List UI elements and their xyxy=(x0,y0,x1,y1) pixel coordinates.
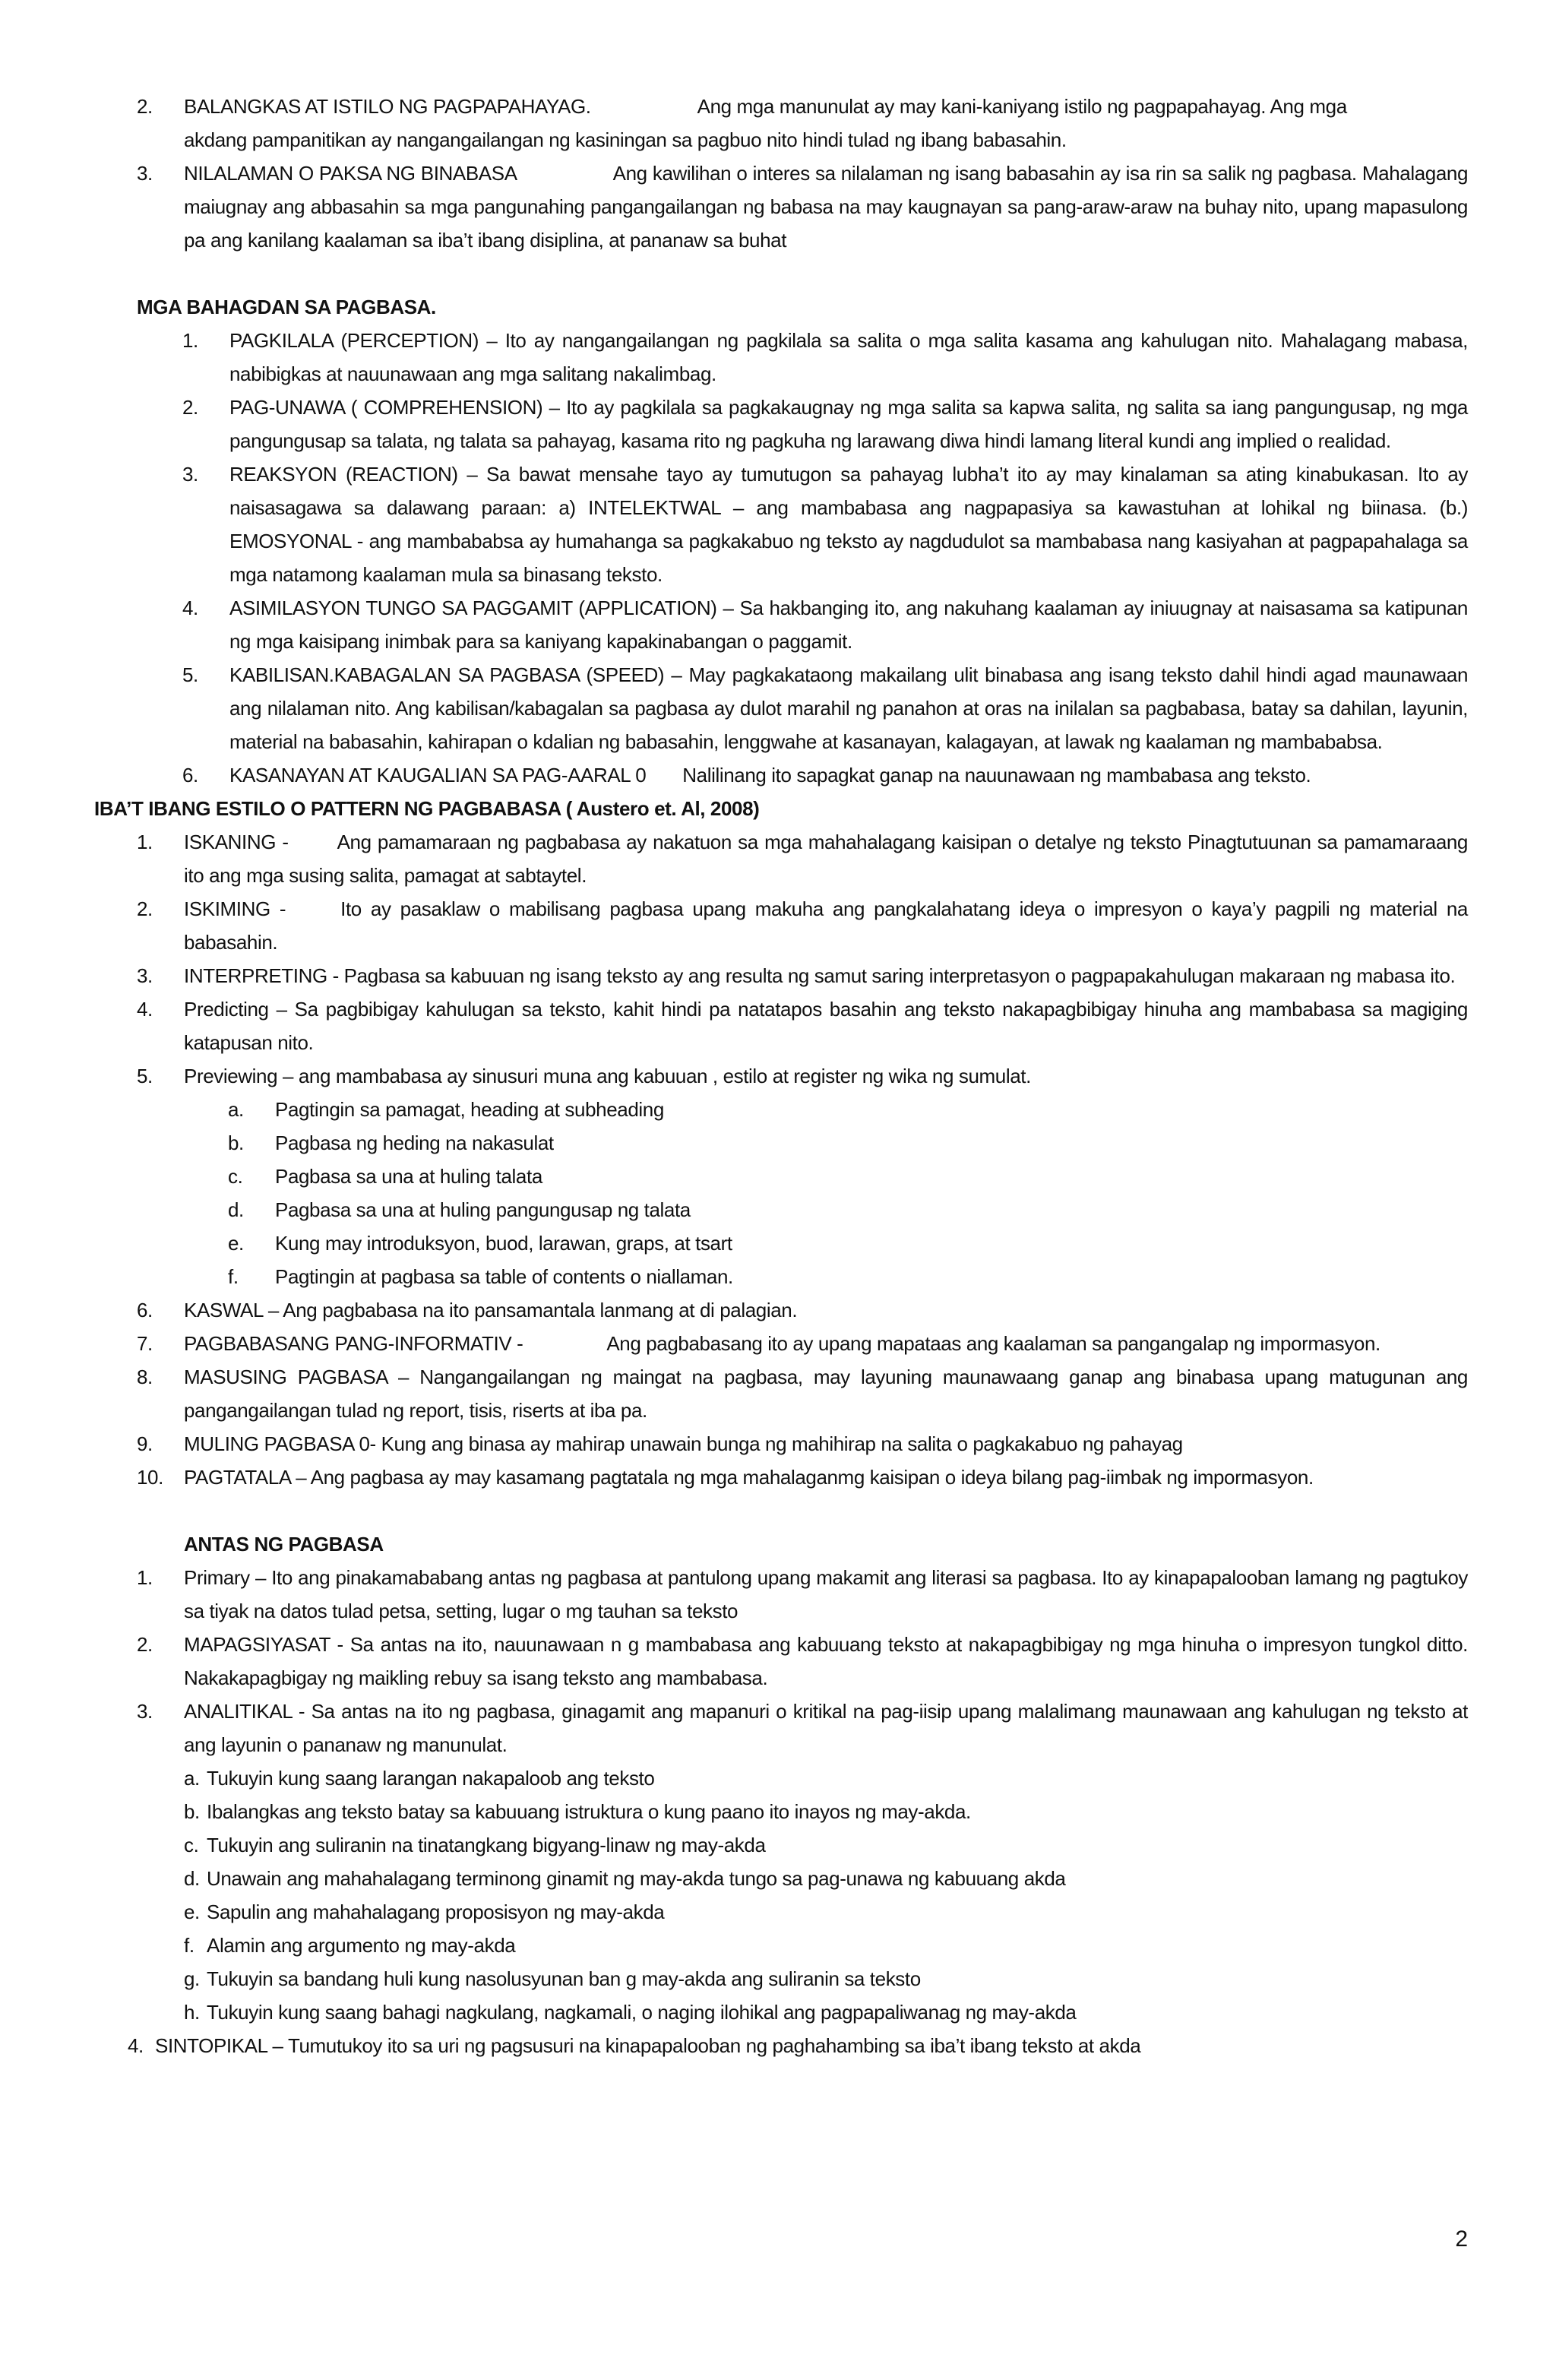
list-item xyxy=(137,1327,1468,1360)
item-title: ISKIMING - xyxy=(184,897,286,920)
item-number: 1. xyxy=(182,329,198,352)
list-item xyxy=(182,324,1468,391)
list-item xyxy=(137,959,1468,992)
item-number: 4. xyxy=(128,2034,144,2057)
item-number: 2. xyxy=(182,396,198,419)
item-number: 4. xyxy=(182,597,198,619)
item-text: akdang pampanitikan ay nangangailangan ng kasiningan sa pagbuo nito hindi tulad ng ibang babasahin. xyxy=(184,128,1067,151)
item-text: ANALITIKAL - Sa antas na ito ng pagbasa, ginagamit ang mapanuri o kritikal na pag-iisip upang malalimang maunawaan ang kahulugan ng teksto at ang layunin o pananaw ng manunulat. xyxy=(184,1700,1468,1756)
item-text: ASIMILASYON TUNGO SA PAGGAMIT (APPLICATION) – Sa hakbanging ito, ang nakuhang kaalaman ay iniuugnay at naisasama sa katipunan ng mga kaisipang inimbak para sa kaniyang kapakinabangan o paggamit. xyxy=(229,597,1468,653)
item-number: 3. xyxy=(137,162,153,185)
list-item xyxy=(182,391,1468,457)
item-text: Ang pagbabasang ito ay upang mapataas ang kaalaman sa pangangalap ng impormasyon. xyxy=(606,1332,1380,1355)
sub-item: h. Tukuyin kung saang bahagi nagkulang, nagkamali, o naging ilohikal ang pagpapaliwanag ng may-akda xyxy=(184,2001,1077,2024)
item-text: PAGKILALA (PERCEPTION) – Ito ay nangangailangan ng pagkilala sa salita o mga salita kasama ang kahulugan nito. Mahalagang mabasa, nabibigkas at nauunawaan ang mga salitang nakalimbag. xyxy=(229,329,1468,385)
item-text: Previewing – ang mambabasa ay sinusuri muna ang kabuuan , estilo at register ng wika ng sumulat. xyxy=(184,1065,1031,1087)
item-number: 6. xyxy=(137,1299,153,1321)
list-item xyxy=(137,1059,1468,1093)
item-text: INTERPRETING - Pagbasa sa kabuuan ng isang teksto ay ang resulta ng samut saring interpretasyon o pagpapakahulugan makaraan ng mabasa ito. xyxy=(184,964,1456,987)
item-number: 7. xyxy=(137,1332,153,1355)
sub-item: a. Tukuyin kung saang larangan nakapaloob ang teksto xyxy=(184,1767,655,1790)
item-text: MULING PAGBASA 0- Kung ang binasa ay mahirap unawain bunga ng mahihirap na salita o pagkakabuo ng pahayag xyxy=(184,1432,1183,1455)
section-heading: IBA’T IBANG ESTILO O PATTERN NG PAGBABASA ( Austero et. Al, 2008) xyxy=(94,797,760,820)
sub-item: b. Ibalangkas ang teksto batay sa kabuuang istruktura o kung paano ito inayos ng may-akda. xyxy=(184,1800,971,1823)
list-item xyxy=(137,1461,1468,1494)
item-number: 2. xyxy=(137,95,153,118)
preview-sublist xyxy=(228,1093,1468,1293)
analitikal-sublist xyxy=(184,1761,1468,2029)
item-text: PAG-UNAWA ( COMPREHENSION) – Ito ay pagkilala sa pagkakaugnay ng mga salita sa kapwa salita, ng salita sa iang pangungusap, ng mga pangungusap sa talata, ng talata sa pahayag, kasama rito ng pagkuha ng larawang diwa hindi lamang literal kundi ang implied o realidad. xyxy=(229,396,1468,452)
item-number: 1. xyxy=(137,831,153,853)
item-number: 4. xyxy=(137,998,153,1021)
item-number: 6. xyxy=(182,764,198,786)
item-text: Ang pamamaraan ng pagbabasa ay nakatuon sa mga mahahalagang kaisipan o detalye ng teksto Pinagtutuunan sa pamamaraang ito ang mga susing salita, pamagat at sabtaytel. xyxy=(184,831,1468,887)
list-item xyxy=(137,1360,1468,1427)
item-text: KASWAL – Ang pagbabasa na ito pansamantala lanmang at di palagian. xyxy=(184,1299,798,1321)
section-heading: MGA BAHAGDAN SA PAGBASA. xyxy=(137,296,436,318)
sub-item: a. Pagtingin sa pamagat, heading at subheading xyxy=(228,1098,664,1121)
item-text: Mahalagang maiugnay ang abbasahin sa mga pangunahing pangangailangan ng babasa na may kaugnayan sa pang-araw-araw na buhay nito, upang mapasulong pa ang kanilang kaalaman sa iba’t ibang disiplina, at pananaw sa buhat xyxy=(184,162,1469,252)
item-title: PAGBABASANG PANG-INFORMATIV - xyxy=(184,1332,523,1355)
list-item xyxy=(182,658,1468,758)
list-item xyxy=(182,457,1468,591)
list-item xyxy=(182,591,1468,658)
item-number: 8. xyxy=(137,1366,153,1388)
item-text: Predicting – Sa pagbibigay kahulugan sa teksto, kahit hindi pa natatapos basahin ang teksto nakapagbibigay hinuha ang mambabasa sa magiging katapusan nito. xyxy=(184,998,1468,1054)
item-title: ISKANING - xyxy=(184,831,289,853)
item-number: 3. xyxy=(137,964,153,987)
list-item xyxy=(137,90,1468,157)
sub-item: f. Alamin ang argumento ng may-akda xyxy=(184,1934,516,1957)
document-body xyxy=(94,90,1469,2062)
item-number: 1. xyxy=(137,1566,153,1589)
item-text: Ito ay pasaklaw o mabilisang pagbasa upang makuha ang pangkalahatang ideya o impresyon o kaya’y pagpili ng material na babasahin. xyxy=(184,897,1468,954)
list-item xyxy=(137,1427,1468,1461)
item-number: 9. xyxy=(137,1432,153,1455)
item-number: 3. xyxy=(137,1700,153,1723)
list-item xyxy=(137,1561,1468,1628)
sub-item: f. Pagtingin at pagbasa sa table of contents o niallaman. xyxy=(228,1265,733,1288)
item-text: Ang mga manunulat ay may kani-kaniyang istilo ng pagpapahayag. Ang mga xyxy=(697,95,1347,118)
sub-item: e. Kung may introduksyon, buod, larawan, graps, at tsart xyxy=(228,1232,732,1255)
section-heading: ANTAS NG PAGBASA xyxy=(184,1533,384,1556)
item-number: 5. xyxy=(137,1065,153,1087)
item-number: 5. xyxy=(182,663,198,686)
sub-item: b. Pagbasa ng heding na nakasulat xyxy=(228,1131,554,1154)
list-item xyxy=(137,1293,1468,1327)
item-number: 10. xyxy=(137,1466,163,1489)
item-text: REAKSYON (REACTION) – Sa bawat mensahe tayo ay tumutugon sa pahayag lubha’t ito ay may kinalaman sa ating kinabukasan. Ito ay naisasagawa sa dalawang paraan: a) INTELEKTWAL – ang mambabasa ang nagpapasiya sa kawastuhan at lohikal ng biinasa. (b.) EMOSYONAL - ang mambababsa ay humahanga sa pagkakabuo ng teksto ay nagdudulot sa mambabasa nang kasiyahan at pagpapahalaga sa mga natamong kaalaman mula sa binasang teksto. xyxy=(229,463,1468,586)
sub-item: c. Pagbasa sa una at huling talata xyxy=(228,1165,542,1188)
item-title: BALANGKAS AT ISTILO NG PAGPAPAHAYAG. xyxy=(184,95,591,118)
item-title: NILALAMAN O PAKSA NG BINABASA xyxy=(184,162,517,185)
list-item xyxy=(137,1695,1468,1761)
list-item xyxy=(137,892,1468,959)
list-item xyxy=(137,992,1468,1059)
sub-item: e. Sapulin ang mahahalagang proposisyon ng may-akda xyxy=(184,1901,665,1923)
item-text: SINTOPIKAL – Tumutukoy ito sa uri ng pagsusuri na kinapapalooban ng paghahambing sa iba’t ibang teksto at akda xyxy=(155,2034,1141,2057)
item-text: Nalilinang ito sapagkat ganap na nauunawaan ng mambabasa ang teksto. xyxy=(682,764,1311,786)
item-text: MASUSING PAGBASA – Nangangailangan ng maingat na pagbasa, may layuning maunawaang ganap ang binabasa upang matugunan ang pangangailangan tulad ng report, tisis, riserts at iba pa. xyxy=(184,1366,1468,1422)
sub-item: d. Pagbasa sa una at huling pangungusap ng talata xyxy=(228,1198,691,1221)
item-number: 2. xyxy=(137,1633,153,1656)
page-number: 2 xyxy=(1455,2227,1468,2252)
item-text: Primary – Ito ang pinakamababang antas ng pagbasa at pantulong upang makamit ang literasi sa pagbasa. Ito ay kinapapalooban lamang ng pagtukoy sa tiyak na datos tulad petsa, setting, lugar o mg tauhan sa teksto xyxy=(184,1566,1468,1622)
item-number: 3. xyxy=(182,463,198,486)
item-text: MAPAGSIYASAT - Sa antas na ito, nauunawaan n g mambabasa ang kabuuang teksto at nakapagbibigay ng mga hinuha o impresyon tungkol ditto. Nakakapagbigay ng maikling rebuy sa isang teksto ang mambabasa. xyxy=(184,1633,1468,1689)
item-text: KABILISAN.KABAGALAN SA PAGBASA (SPEED) – May pagkakataong makailang ulit binabasa ang isang teksto dahil hindi agad maunawaan ang nilalaman nito. Ang kabilisan/kabagalan sa pagbasa ay dulot marahil ng panahon at oras na inilalan sa pagbabasa, batay sa dahilan, layunin, material na babasahin, kahirapan o kdalian ng babasahin, lenggwahe at kasanayan, kalagayan, at lawak ng kaalaman ng mambababsa. xyxy=(229,663,1468,753)
item-title: KASANAYAN AT KAUGALIAN SA PAG-AARAL 0 xyxy=(229,764,647,786)
item-text: Ang kawilihan o interes sa nilalaman ng isang babasahin ay isa rin sa salik ng pagbasa. xyxy=(612,162,1357,185)
list-item xyxy=(137,1628,1468,1695)
list-item xyxy=(128,2029,1468,2062)
sub-item: g. Tukuyin sa bandang huli kung nasolusyunan ban g may-akda ang suliranin sa teksto xyxy=(184,1967,921,1990)
list-item xyxy=(137,157,1468,257)
list-item xyxy=(137,825,1468,892)
item-number: 2. xyxy=(137,897,153,920)
sub-item: d. Unawain ang mahahalagang terminong ginamit ng may-akda tungo sa pag-unawa ng kabuuang akda xyxy=(184,1867,1066,1890)
sub-item: c. Tukuyin ang suliranin na tinatangkang bigyang-linaw ng may-akda xyxy=(184,1834,766,1856)
list-item xyxy=(182,758,1468,792)
item-text: PAGTATALA – Ang pagbasa ay may kasamang pagtatala ng mga mahalaganmg kaisipan o ideya bilang pag-iimbak ng impormasyon. xyxy=(184,1466,1314,1489)
